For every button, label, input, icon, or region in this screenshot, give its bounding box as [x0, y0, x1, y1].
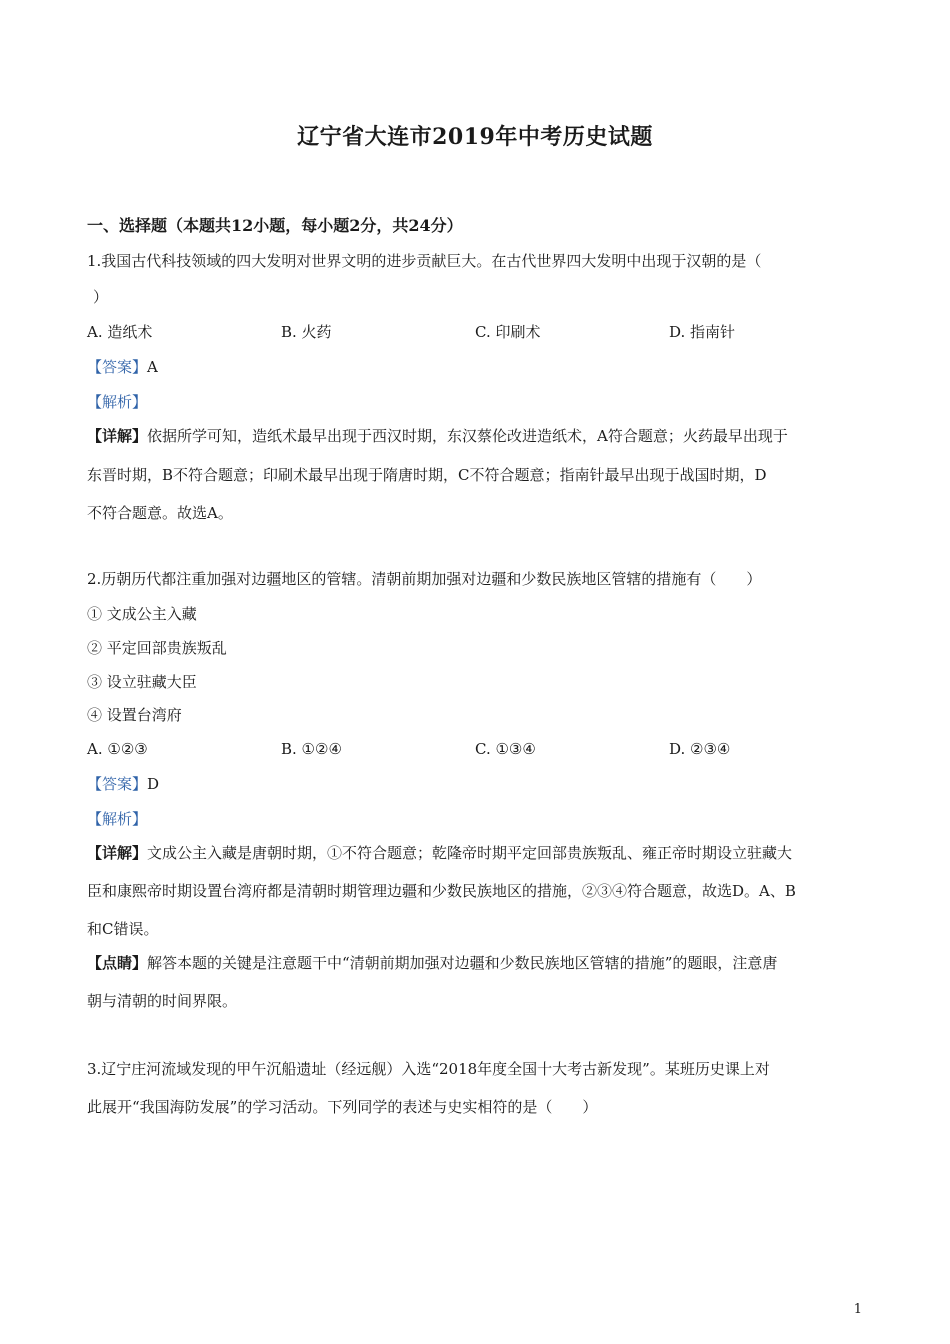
q2-item-1: ① 文成公主入藏	[87, 605, 197, 623]
page-title: 辽宁省大连市2019年中考历史试题	[297, 124, 653, 150]
q2-item-2: ② 平定回部贵族叛乱	[87, 639, 227, 657]
q2-option-d: D. ②③④	[669, 740, 731, 758]
point-text: 解答本题的关键是注意题干中“清朝前期加强对边疆和少数民族地区管辖的措施”的题眼，注意唐	[147, 954, 778, 972]
q2-point-line-1	[87, 953, 777, 973]
q1-option-c: C. 印刷术	[475, 323, 541, 341]
point-tag: 【点睛】	[87, 954, 148, 972]
q1-stem-line-1: 1.我国古代科技领域的四大发明对世界文明的进步贡献巨大。在古代世界四大发明中出现于汉朝的是（	[87, 252, 762, 270]
section-heading: 一、选择题（本题共12小题，每小题2分，共24分）	[87, 216, 463, 235]
q1-answer	[87, 357, 158, 377]
answer-tag: 【答案】	[87, 775, 148, 793]
q1-option-b: B. 火药	[281, 323, 332, 341]
q1-option-d: D. 指南针	[669, 323, 736, 341]
q2-analysis-tag: 【解析】	[87, 810, 148, 828]
q1-stem-line-2: ）	[93, 288, 109, 306]
q1-detail-line-2: 东晋时期，B不符合题意；印刷术最早出现于隋唐时期，C不符合题意；指南针最早出现于战国时期，D	[87, 466, 767, 484]
answer-tag: 【答案】	[87, 358, 148, 376]
q1-detail-line-1	[87, 426, 788, 446]
q1-detail-line-3: 不符合题意。故选A。	[87, 504, 233, 522]
q2-stem: 2.历朝历代都注重加强对边疆地区的管辖。清朝前期加强对边疆和少数民族地区管辖的措施有（ ）	[87, 570, 762, 588]
detail-text: 依据所学可知，造纸术最早出现于西汉时期，东汉蔡伦改进造纸术，A符合题意；火药最早出现于	[147, 427, 788, 445]
q2-detail-line-3: 和C错误。	[87, 920, 159, 938]
q2-option-c: C. ①③④	[475, 740, 536, 758]
q2-detail-line-1	[87, 843, 792, 863]
detail-tag: 【详解】	[87, 427, 148, 445]
detail-text: 文成公主入藏是唐朝时期，①不符合题意；乾隆帝时期平定回部贵族叛乱、雍正帝时期设立驻藏大	[147, 844, 793, 862]
q2-item-3: ③ 设立驻藏大臣	[87, 673, 197, 691]
q2-answer	[87, 774, 159, 794]
q1-analysis-tag: 【解析】	[87, 393, 148, 411]
q2-option-a: A. ①②③	[87, 740, 148, 758]
answer-value: D	[147, 775, 160, 793]
q3-stem-line-1: 3.辽宁庄河流域发现的甲午沉船遗址（经远舰）入选“2018年度全国十大考古新发现”。某班历史课上对	[87, 1060, 770, 1078]
q1-option-a: A. 造纸术	[87, 323, 153, 341]
answer-value: A	[147, 358, 158, 376]
q2-item-4: ④ 设置台湾府	[87, 706, 182, 724]
q3-stem-line-2: 此展开“我国海防发展”的学习活动。下列同学的表述与史实相符的是（ ）	[87, 1098, 598, 1116]
q2-detail-line-2: 臣和康熙帝时期设置台湾府都是清朝时期管理边疆和少数民族地区的措施，②③④符合题意，故选D。A、B	[87, 882, 796, 900]
q2-point-line-2: 朝与清朝的时间界限。	[87, 992, 238, 1010]
q2-option-b: B. ①②④	[281, 740, 342, 758]
page-number: 1	[853, 1302, 862, 1317]
detail-tag: 【详解】	[87, 844, 148, 862]
